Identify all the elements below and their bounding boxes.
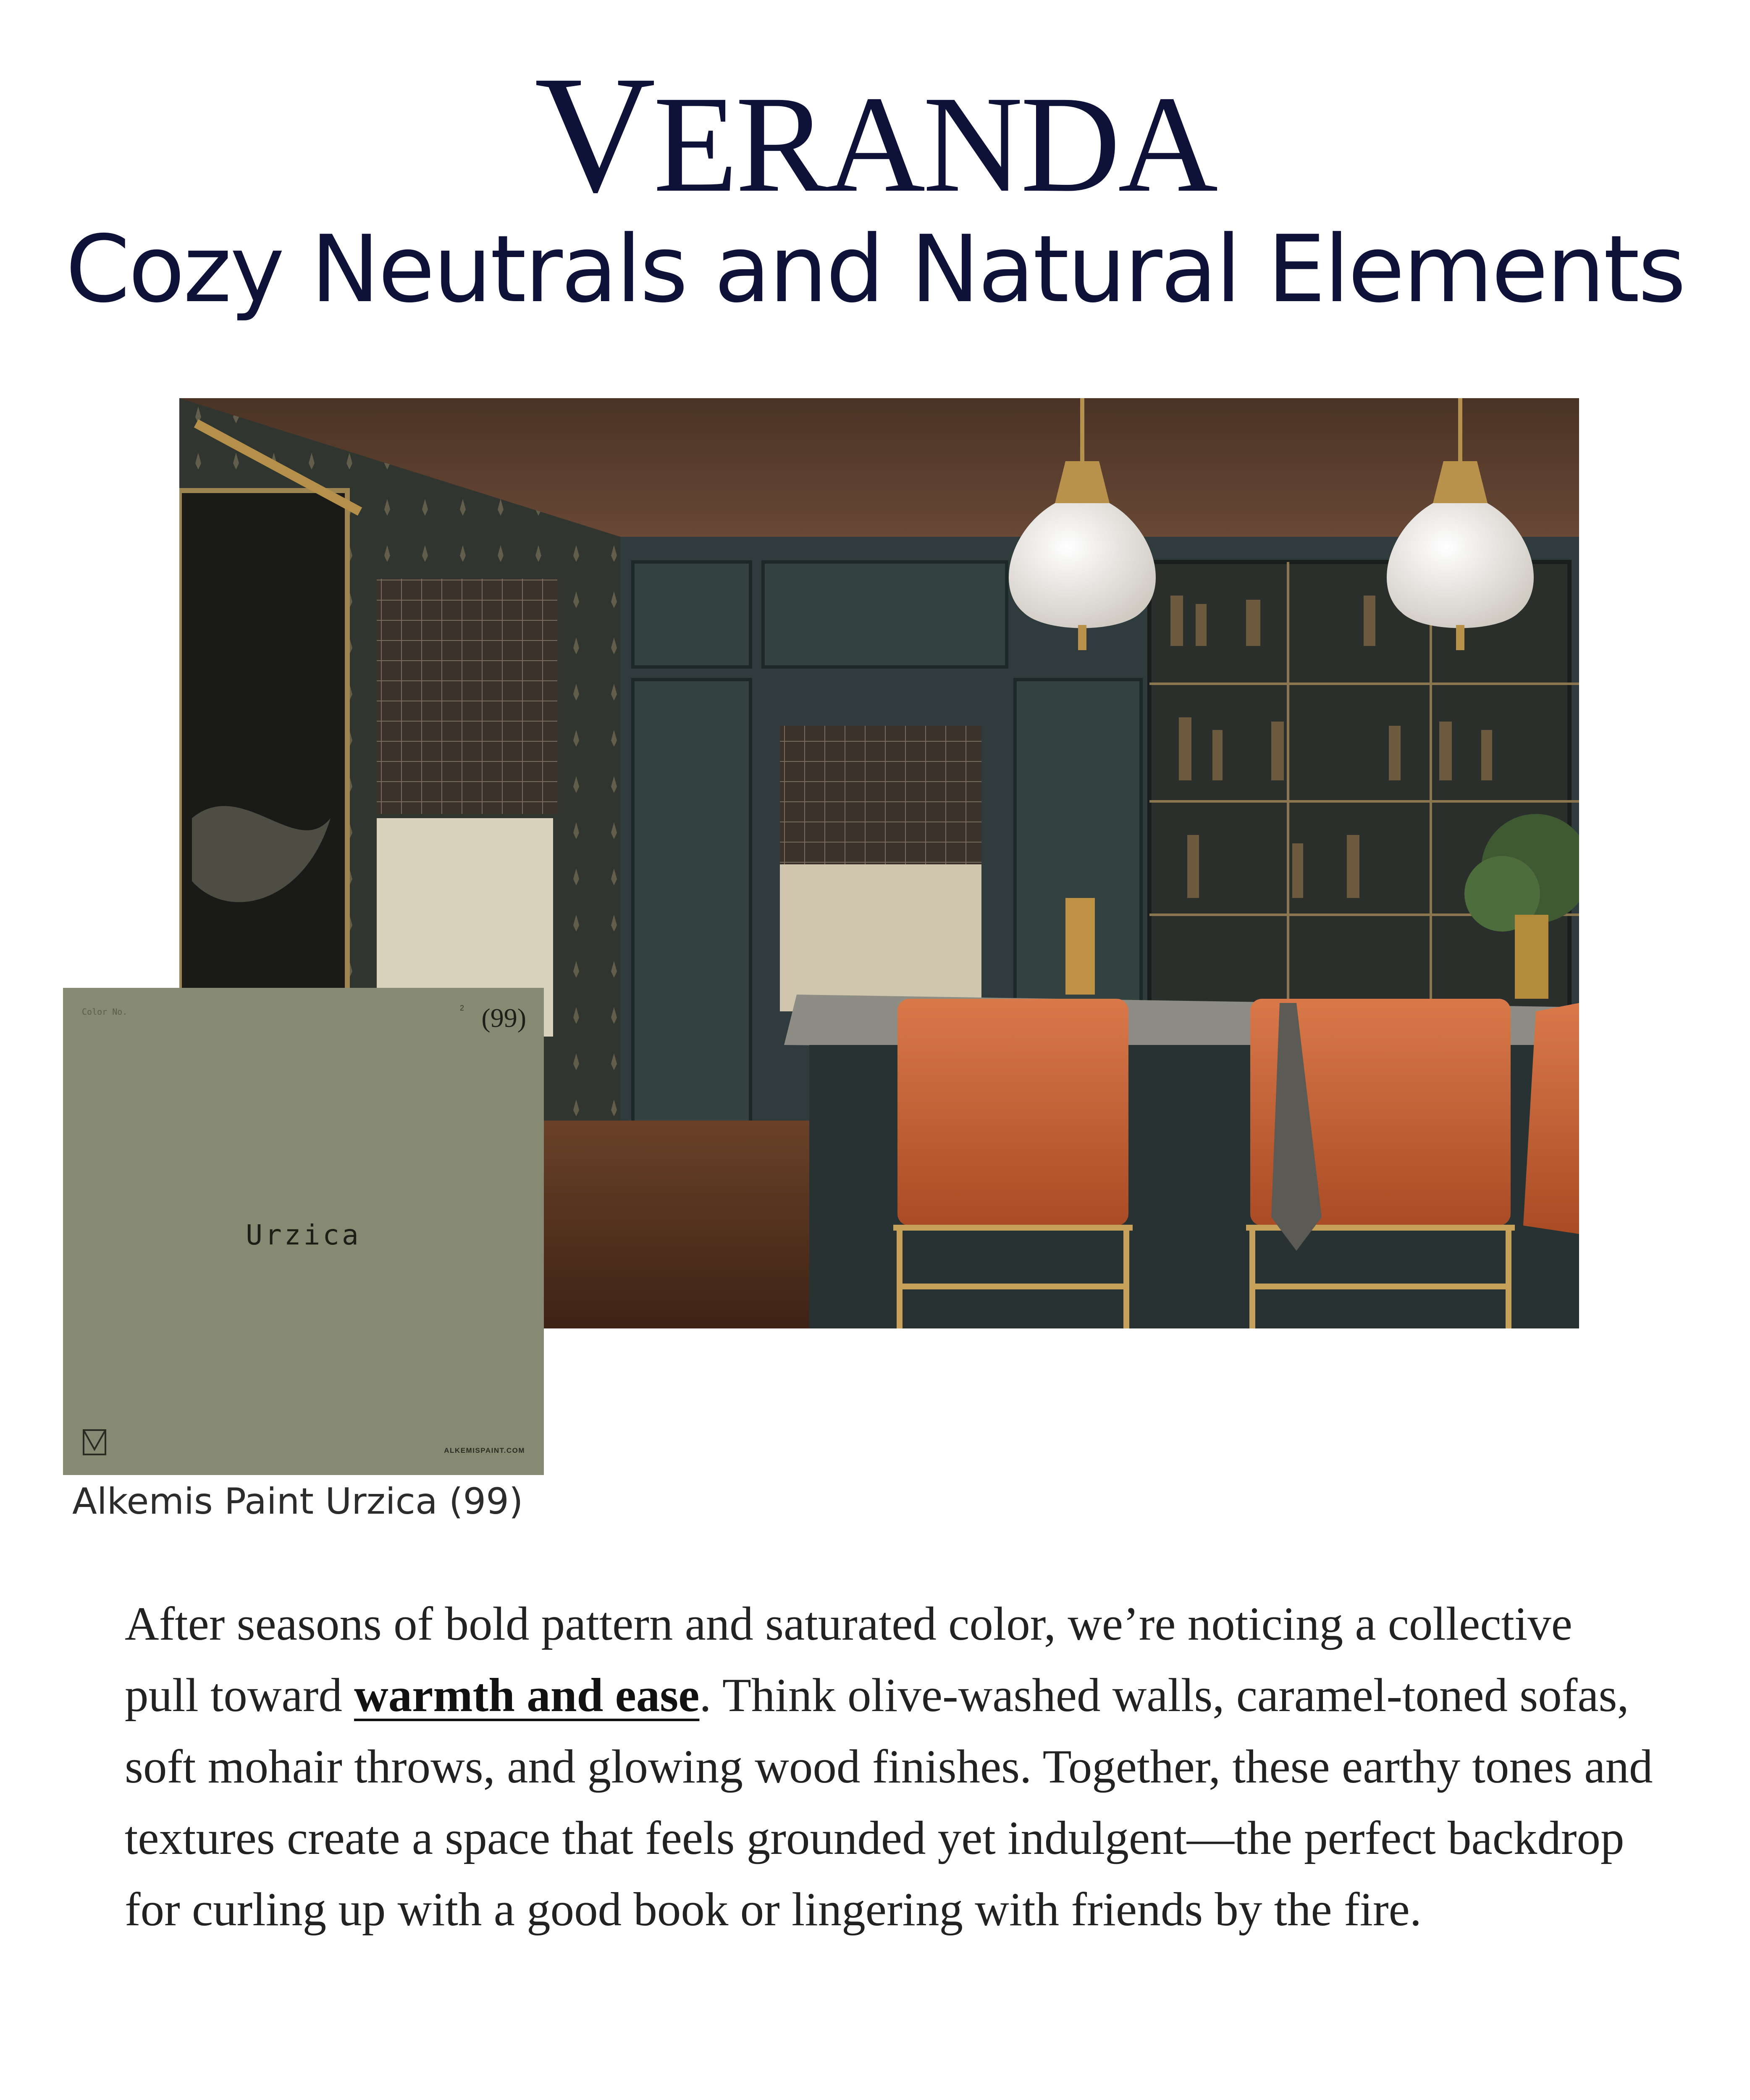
article-paragraph	[125, 1588, 1653, 1945]
swatch-color-label: Color No.	[82, 1007, 128, 1017]
paragraph-text-start: After seasons of bold pattern and saturated color, we’re noticing a collective pull toward	[125, 1598, 1572, 1722]
swatch-brand-url: ALKEMISPAINT.COM	[444, 1446, 525, 1454]
paragraph-text-end: . Think olive-washed walls, caramel-toned sofas, soft mohair throws, and glowing wood finishes. Together, these earthy tones and textures create a space that feels grounded yet indulgent—the perfect backdrop for curling up with a good book or lingering with friends by the fire.	[125, 1669, 1653, 1936]
swatch-number: (99)	[481, 1003, 526, 1033]
masthead-first-letter: V	[534, 41, 653, 227]
masthead-rest: ERANDA	[653, 68, 1216, 221]
image-caption: Alkemis Paint Urzica (99)	[72, 1480, 523, 1522]
masthead-logo[interactable]	[0, 41, 1750, 227]
swatch-color-name: Urzica	[246, 1219, 361, 1251]
swatch-small-mark: 2	[459, 1004, 464, 1012]
article-headline: Cozy Neutrals and Natural Elements	[65, 215, 1685, 323]
warmth-and-ease-link[interactable]: warmth and ease	[354, 1669, 700, 1722]
paint-color-swatch	[63, 988, 544, 1475]
alkemis-logo-icon	[82, 1428, 107, 1456]
